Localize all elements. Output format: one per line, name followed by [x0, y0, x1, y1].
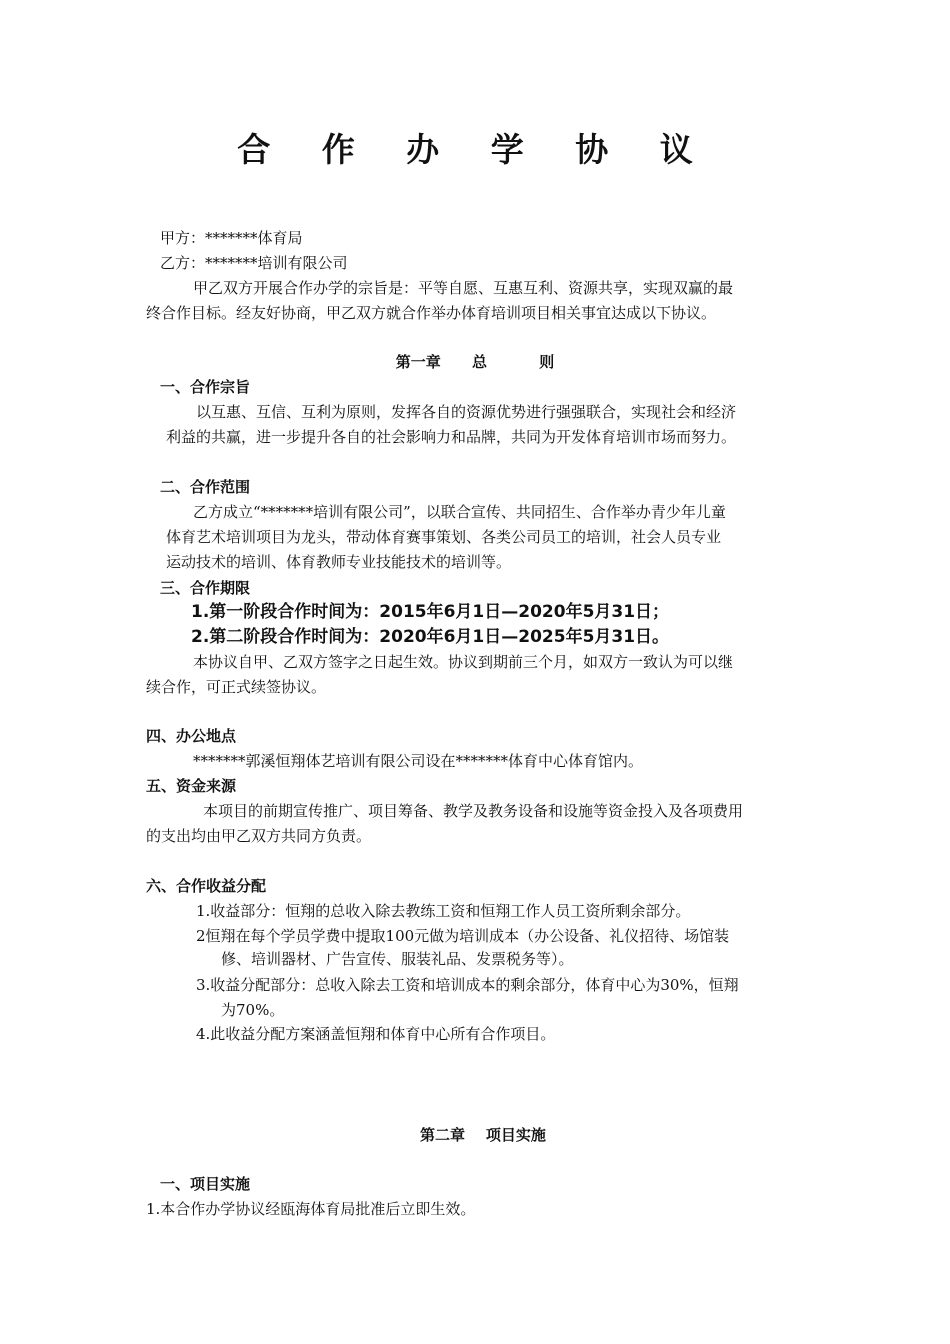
- office-line: *******郭溪恒翔体艺培训有限公司设在*******体育中心体育馆内。: [193, 752, 644, 770]
- revenue-item-1: 1.收益部分：恒翔的总收入除去教练工资和恒翔工作人员工资所剩余部分。: [196, 902, 691, 920]
- revenue-item-3-cont: 为70%。: [221, 1001, 285, 1019]
- funding-line-1: 本项目的前期宣传推广、项目筹备、教学及教务设备和设施等资金投入及各项费用: [203, 802, 744, 820]
- intro-line-2: 终合作目标。经友好协商，甲乙双方就合作举办体育培训项目相关事宜达成以下协议。: [146, 304, 717, 322]
- chapter-1-title: 第一章 总 则: [395, 353, 555, 371]
- document-title: 合 作 办 学 协 议: [237, 130, 713, 169]
- party-b: 乙方：*******培训有限公司: [160, 254, 348, 272]
- section-heading-revenue: 六、合作收益分配: [146, 877, 267, 895]
- revenue-item-2: 2恒翔在每个学员学费中提取100元做为培训成本（办公设备、礼仪招待、场馆装: [196, 927, 730, 945]
- funding-line-2: 的支出均由甲乙双方共同方负责。: [146, 827, 372, 845]
- implementation-line: 1.本合作办学协议经瓯海体育局批准后立即生效。: [146, 1200, 476, 1218]
- revenue-item-2-cont: 修、培训器材、广告宣传、服装礼品、发票税务等）。: [221, 950, 574, 968]
- purpose-line-1: 以互惠、互信、互利为原则，发挥各自的资源优势进行强强联合，实现社会和经济: [196, 403, 737, 421]
- party-a: 甲方：*******体育局: [160, 229, 303, 247]
- revenue-item-4: 4.此收益分配方案涵盖恒翔和体育中心所有合作项目。: [196, 1025, 556, 1043]
- scope-line-2: 体育艺术培训项目为龙头，带动体育赛事策划、各类公司员工的培训，社会人员专业: [166, 528, 722, 546]
- term-line-1: 本协议自甲、乙双方签字之日起生效。协议到期前三个月，如双方一致认为可以继: [193, 653, 734, 671]
- section-heading-office: 四、办公地点: [146, 727, 237, 745]
- chapter-2-title: 第二章 项目实施: [420, 1126, 546, 1144]
- section-heading-term: 三、合作期限: [160, 579, 251, 597]
- scope-line-1: 乙方成立“*******培训有限公司”，以联合宣传、共同招生、合作举办青少年儿童: [193, 503, 726, 521]
- term-phase-2: 2.第二阶段合作时间为：2020年6月1日—2025年5月31日。: [191, 627, 670, 647]
- purpose-line-2: 利益的共赢，进一步提升各自的社会影响力和品牌，共同为开发体育培训市场而努力。: [166, 428, 737, 446]
- revenue-item-3: 3.收益分配部分：总收入除去工资和培训成本的剩余部分，体育中心为30%，恒翔: [196, 976, 739, 994]
- term-line-2: 续合作，可正式续签协议。: [146, 678, 327, 696]
- section-heading-implementation: 一、项目实施: [160, 1175, 251, 1193]
- section-heading-scope: 二、合作范围: [160, 478, 251, 496]
- scope-line-3: 运动技术的培训、体育教师专业技能技术的培训等。: [166, 553, 512, 571]
- intro-line-1: 甲乙双方开展合作办学的宗旨是：平等自愿、互惠互利、资源共享，实现双赢的最: [193, 279, 734, 297]
- section-heading-purpose: 一、合作宗旨: [160, 378, 251, 396]
- term-phase-1: 1.第一阶段合作时间为：2015年6月1日—2020年5月31日；: [191, 602, 670, 622]
- section-heading-funding: 五、资金来源: [146, 777, 237, 795]
